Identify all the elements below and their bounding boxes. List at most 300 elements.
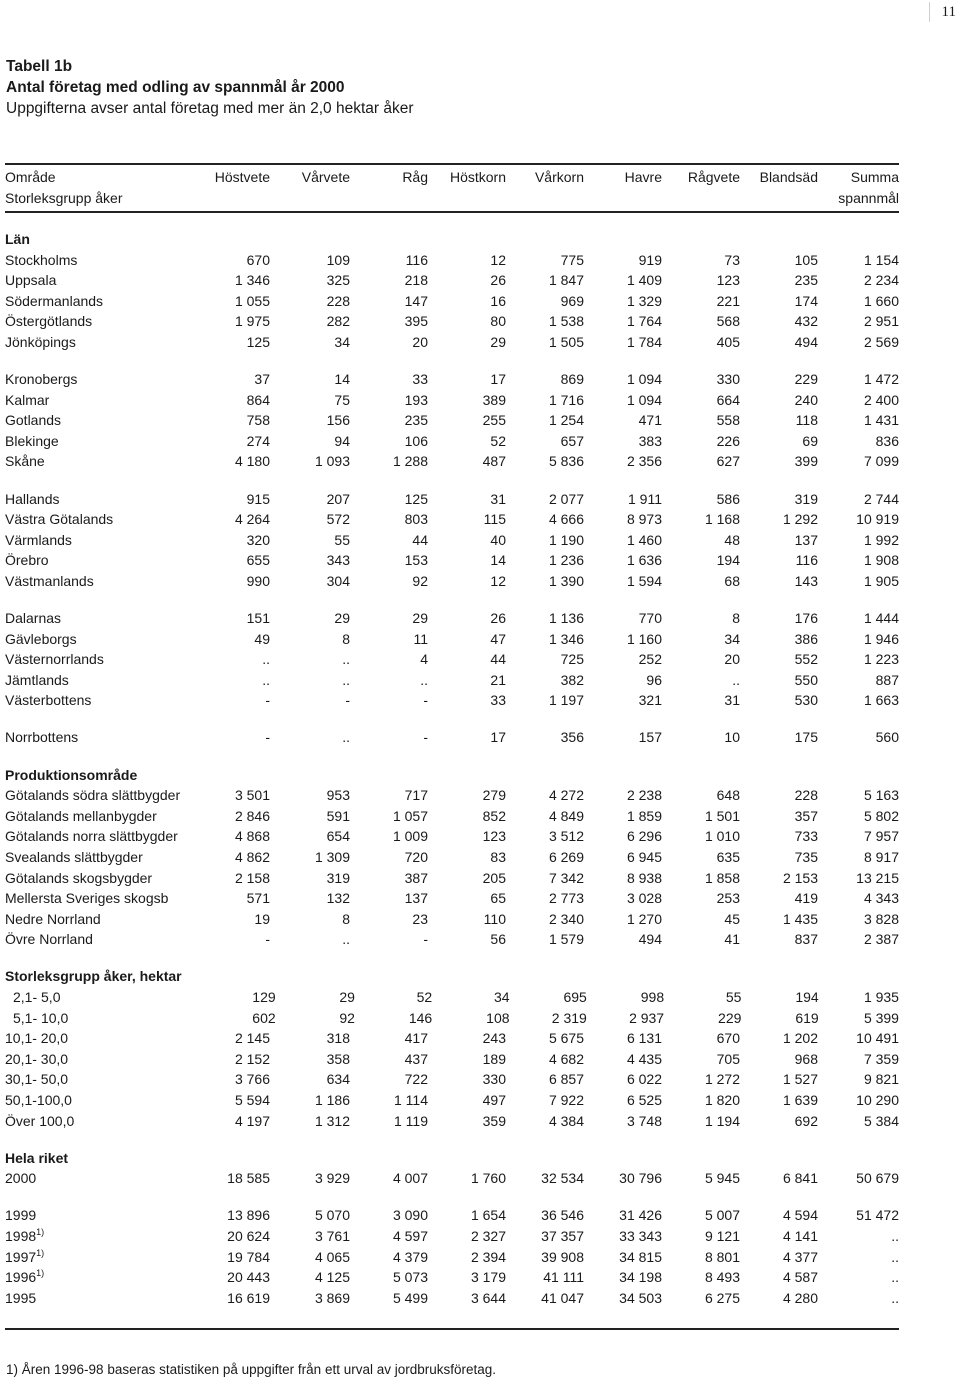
cell-varkorn: 2 773 (548, 890, 584, 907)
cell-hostvete: 19 (254, 910, 270, 927)
cell-havre: 34 503 (619, 1289, 662, 1306)
cell-ragvete: 45 (724, 910, 740, 927)
cell-rag: 11 (413, 630, 428, 647)
cell-varvete: 94 (334, 432, 350, 449)
cell-hostkorn: 108 (486, 1009, 510, 1026)
cell-varkorn: 4 849 (548, 807, 584, 824)
row-label (5, 1267, 210, 1288)
statistics-table (5, 163, 899, 1308)
row-label-text: Götalands mellanbygder (5, 807, 157, 824)
cell-rag: 23 (412, 910, 428, 927)
cell-varvete: 953 (326, 787, 350, 804)
cell-blandsad: 399 (794, 453, 818, 470)
cell-rag: 146 (408, 1009, 433, 1026)
cell-summa: 5 802 (863, 807, 899, 824)
table-row (5, 929, 899, 950)
column-header-spannmal: spannmål (838, 190, 899, 206)
cell-summa: 1 223 (863, 651, 899, 668)
cell-blandsad: 2 153 (782, 869, 818, 886)
cell-blandsad: 1 639 (782, 1091, 818, 1108)
cell-hostvete: 670 (246, 251, 270, 268)
cell-blandsad: 228 (794, 787, 818, 804)
cell-summa: 5 399 (863, 1009, 899, 1026)
table-title: Antal företag med odling av spannmål år 2000 (6, 79, 345, 96)
cell-summa: 10 919 (856, 511, 899, 528)
table-row (5, 909, 899, 930)
table-top-rule (5, 163, 899, 165)
row-label (5, 826, 210, 847)
cell-summa: 2 387 (863, 931, 899, 948)
cell-havre: 8 938 (626, 869, 662, 886)
cell-summa: .. (891, 1227, 899, 1244)
row-label-text: Nedre Norrland (5, 910, 101, 927)
table-row (5, 250, 899, 271)
cell-varvete: 29 (334, 610, 350, 626)
row-label (5, 690, 210, 711)
cell-summa: 560 (875, 729, 899, 746)
cell-havre: 4 435 (626, 1050, 662, 1067)
table-row (5, 629, 899, 650)
row-label (5, 311, 210, 332)
cell-hostkorn: 1 760 (470, 1170, 506, 1187)
cell-summa: 3 828 (863, 910, 899, 927)
footnote: 1) Åren 1996-98 baseras statistiken på uppgifter från ett urval av jordbruksföretag. (6, 1362, 497, 1377)
cell-varvete: 318 (326, 1030, 350, 1047)
cell-hostvete: 125 (246, 333, 270, 350)
cell-hostkorn: 189 (482, 1050, 506, 1067)
row-label (5, 987, 216, 1008)
row-label (5, 1090, 210, 1111)
cell-hostkorn: 243 (482, 1030, 506, 1047)
cell-hostkorn: 12 (490, 572, 506, 589)
cell-varvete: 634 (326, 1071, 350, 1088)
cell-hostkorn: 359 (482, 1112, 506, 1129)
cell-hostkorn: 12 (490, 251, 506, 268)
cell-rag: 722 (404, 1071, 428, 1088)
cell-ragvete: 1 501 (704, 807, 740, 824)
cell-varvete: .. (342, 651, 350, 668)
cell-varvete: 109 (326, 251, 350, 268)
cell-ragvete: 568 (716, 313, 740, 330)
cell-varkorn: 4 666 (548, 511, 584, 528)
row-label-text: Blekinge (5, 432, 59, 449)
table-row (5, 806, 899, 827)
cell-ragvete: 8 801 (704, 1248, 740, 1265)
cell-blandsad: 619 (795, 1009, 819, 1026)
cell-havre: 96 (646, 671, 662, 688)
cell-blandsad: 968 (794, 1050, 818, 1067)
cell-varkorn: 1 197 (548, 692, 584, 709)
cell-blandsad: 550 (794, 671, 818, 688)
cell-blandsad: 6 841 (782, 1170, 818, 1187)
row-label-text: Jämtlands (5, 671, 69, 688)
cell-hostvete: 19 784 (227, 1248, 270, 1265)
cell-hostvete: 2 152 (234, 1050, 270, 1067)
cell-summa: 2 569 (863, 333, 899, 350)
cell-blandsad: 235 (794, 272, 818, 289)
cell-rag: 116 (405, 251, 428, 268)
cell-varvete: 29 (339, 989, 355, 1005)
row-label-text: 20,1- 30,0 (5, 1050, 69, 1067)
cell-havre: 919 (638, 251, 662, 268)
cell-ragvete: 635 (716, 848, 740, 865)
cell-blandsad: 319 (794, 490, 818, 507)
cell-rag: 20 (412, 333, 428, 350)
cell-varvete: 5 070 (314, 1207, 350, 1224)
cell-rag: 92 (412, 572, 428, 589)
cell-hostkorn: 2 327 (470, 1227, 506, 1244)
cell-hostkorn: 497 (482, 1091, 506, 1108)
cell-varkorn: 1 390 (548, 572, 584, 589)
cell-ragvete: 627 (716, 453, 740, 470)
table-row (5, 530, 899, 551)
cell-varvete: 3 929 (314, 1170, 350, 1187)
cell-hostkorn: 40 (490, 531, 506, 548)
cell-havre: 6 296 (626, 828, 662, 845)
cell-varkorn: 7 922 (548, 1091, 584, 1108)
row-label (5, 629, 210, 650)
cell-havre: 321 (638, 692, 662, 709)
cell-ragvete: 330 (716, 371, 740, 388)
cell-hostvete: .. (262, 671, 270, 688)
cell-varvete: 75 (334, 391, 350, 408)
table-row (5, 311, 899, 332)
cell-varkorn: 1 579 (548, 931, 584, 948)
table-row (5, 1028, 899, 1049)
section-heading: Storleksgrupp åker, hektar (5, 968, 182, 985)
cell-varkorn: 2 340 (548, 910, 584, 927)
cell-varkorn: 657 (560, 432, 584, 449)
cell-hostvete: 571 (246, 890, 270, 907)
cell-ragvete: 31 (724, 692, 740, 709)
cell-hostkorn: 487 (482, 453, 506, 470)
cell-varkorn: 37 357 (541, 1227, 584, 1244)
cell-hostvete: 320 (246, 531, 270, 548)
cell-summa: 1 444 (863, 610, 899, 626)
cell-rag: 803 (404, 511, 428, 528)
cell-summa: 2 744 (863, 490, 899, 507)
cell-rag: 417 (404, 1030, 428, 1047)
cell-varkorn: 41 111 (543, 1269, 584, 1286)
cell-blandsad: 432 (794, 313, 818, 330)
cell-havre: 383 (638, 432, 662, 449)
cell-varkorn: 2 319 (551, 1009, 587, 1026)
cell-hostvete: .. (262, 651, 270, 668)
row-label-text: Götalands skogsbygder (5, 869, 153, 886)
cell-havre: 1 460 (626, 531, 662, 548)
cell-havre: 1 636 (626, 552, 662, 569)
cell-ragvete: 6 275 (704, 1289, 740, 1306)
row-label (5, 1111, 210, 1132)
cell-summa: 2 400 (863, 391, 899, 408)
cell-varkorn: 4 272 (548, 787, 584, 804)
cell-rag: 395 (404, 313, 428, 330)
row-label (5, 1069, 210, 1090)
cell-ragvete: 20 (724, 651, 740, 668)
cell-varvete: 92 (339, 1009, 355, 1026)
cell-hostvete: 2 158 (234, 869, 270, 886)
table-row (5, 291, 899, 312)
cell-varkorn: 725 (560, 651, 584, 668)
cell-varkorn: 39 908 (541, 1248, 584, 1265)
table-row (5, 868, 899, 889)
cell-rag: - (423, 729, 428, 746)
cell-hostkorn: 255 (482, 412, 506, 429)
cell-varkorn: 32 534 (541, 1170, 584, 1187)
cell-havre: 6 022 (626, 1071, 662, 1088)
cell-hostkorn: 123 (482, 828, 506, 845)
cell-summa: .. (891, 1289, 899, 1306)
row-label (5, 806, 210, 827)
row-label-text: Dalarnas (5, 610, 62, 626)
cell-varvete: 8 (342, 910, 350, 927)
cell-ragvete: 5 007 (704, 1207, 740, 1224)
row-label-text: Östergötlands (5, 313, 93, 330)
cell-hostkorn: 65 (490, 890, 506, 907)
cell-varvete: 1 309 (314, 848, 350, 865)
cell-hostvete: 602 (252, 1009, 276, 1026)
cell-varvete: 3 869 (314, 1289, 350, 1306)
cell-havre: 34 198 (619, 1269, 662, 1286)
row-label-text: 2000 (5, 1170, 37, 1187)
cell-ragvete: 5 945 (704, 1170, 740, 1187)
cell-rag: 4 597 (392, 1227, 428, 1244)
cell-blandsad: 1 435 (782, 910, 818, 927)
cell-summa: 1 472 (863, 371, 899, 388)
header-row-1 (5, 167, 899, 188)
table-row (5, 888, 899, 909)
cell-hostvete: 2 846 (234, 807, 270, 824)
column-header-rag: Råg (402, 169, 428, 185)
row-label (5, 608, 210, 629)
table-row (5, 1008, 899, 1029)
cell-summa: 51 472 (856, 1207, 899, 1224)
cell-varkorn: 1 538 (548, 313, 584, 330)
cell-blandsad: 105 (794, 251, 818, 268)
row-label-text: Örebro (5, 552, 49, 569)
row-label (5, 929, 210, 950)
table-row (5, 1226, 899, 1247)
cell-rag: 33 (412, 371, 428, 388)
section-heading: Hela riket (5, 1149, 69, 1166)
table-id: Tabell 1b (6, 58, 73, 75)
row-label (5, 785, 210, 806)
row-label-text: Västerbottens (5, 692, 92, 709)
row-label-text: Övre Norrland (5, 931, 93, 948)
cell-havre: 3 028 (626, 890, 662, 907)
cell-varkorn: 4 682 (548, 1050, 584, 1067)
cell-ragvete: 41 (724, 931, 740, 948)
cell-hostvete: 129 (252, 989, 276, 1005)
cell-blandsad: 143 (794, 572, 818, 589)
cell-summa: 10 491 (856, 1030, 899, 1047)
cell-summa: 1 660 (863, 292, 899, 309)
table-row (5, 1267, 899, 1288)
row-label-text: Västernorrlands (5, 651, 104, 668)
column-header-varkorn: Vårkorn (534, 169, 584, 185)
cell-varvete: - (345, 692, 350, 709)
column-header-ragvete: Rågvete (687, 169, 740, 185)
row-label (5, 888, 210, 909)
table-row (5, 1205, 899, 1226)
cell-rag: 106 (404, 432, 428, 449)
table-row (5, 332, 899, 353)
cell-varkorn: 6 269 (548, 848, 584, 865)
table-row (5, 1111, 899, 1132)
cell-havre: 770 (638, 610, 662, 626)
cell-summa: 13 215 (856, 869, 899, 886)
cell-varkorn: 41 047 (541, 1289, 584, 1306)
cell-havre: 6 525 (626, 1091, 662, 1108)
cell-varvete: 358 (326, 1050, 350, 1067)
cell-varvete: 4 125 (314, 1269, 350, 1286)
cell-blandsad: 4 587 (782, 1269, 818, 1286)
cell-rag: 147 (404, 292, 428, 309)
cell-hostvete: 13 896 (227, 1207, 270, 1224)
cell-ragvete: 8 493 (704, 1269, 740, 1286)
row-label (5, 250, 210, 271)
cell-varvete: 282 (326, 313, 350, 330)
row-label (5, 1288, 210, 1309)
row-label-text: 30,1- 50,0 (5, 1071, 69, 1088)
cell-rag: 193 (404, 391, 428, 408)
cell-summa: 7 359 (863, 1050, 899, 1067)
cell-hostkorn: 16 (490, 292, 506, 309)
cell-hostkorn: 1 654 (470, 1207, 506, 1224)
cell-summa: 10 290 (856, 1091, 899, 1108)
cell-rag: 4 379 (392, 1248, 428, 1265)
cell-havre: 1 764 (626, 313, 662, 330)
cell-ragvete: 55 (725, 989, 742, 1005)
cell-hostkorn: 44 (490, 651, 506, 668)
cell-hostvete: 1 975 (234, 313, 270, 330)
row-label (5, 270, 210, 291)
cell-havre: 998 (640, 989, 665, 1005)
cell-ragvete: 73 (724, 251, 740, 268)
cell-blandsad: 194 (795, 989, 819, 1005)
cell-summa: 1 908 (863, 552, 899, 569)
cell-summa: 8 917 (863, 848, 899, 865)
column-header-area: Område (5, 169, 56, 185)
row-label (5, 431, 210, 452)
cell-blandsad: 419 (794, 890, 818, 907)
cell-hostkorn: 3 179 (470, 1269, 506, 1286)
cell-blandsad: 692 (794, 1112, 818, 1129)
table-row (5, 550, 899, 571)
row-label (5, 332, 210, 353)
cell-rag: 44 (412, 531, 428, 548)
cell-rag: 52 (416, 989, 433, 1005)
cell-blandsad: 176 (794, 610, 818, 626)
cell-hostkorn: 279 (482, 787, 506, 804)
cell-ragvete: 253 (716, 890, 740, 907)
cell-ragvete: 194 (716, 552, 740, 569)
cell-hostvete: 274 (246, 432, 270, 449)
cell-havre: 1 911 (628, 490, 662, 507)
cell-ragvete: 586 (716, 490, 740, 507)
cell-ragvete: 123 (716, 272, 740, 289)
title-block (6, 56, 414, 119)
table-row (5, 690, 899, 711)
row-label-text: Södermanlands (5, 292, 104, 309)
table-row (5, 670, 899, 691)
cell-hostkorn: 80 (490, 313, 506, 330)
cell-hostkorn: 330 (482, 1071, 506, 1088)
table-row (5, 410, 899, 431)
cell-varvete: 55 (334, 531, 350, 548)
row-label-text: Götalands södra slättbygder (5, 787, 181, 804)
cell-blandsad: 175 (794, 729, 818, 746)
cell-blandsad: 137 (794, 531, 818, 548)
cell-varvete: 1 186 (314, 1091, 350, 1108)
cell-hostvete: 18 585 (227, 1170, 270, 1187)
column-header-blandsad: Blandsäd (759, 169, 818, 185)
row-label (5, 410, 210, 431)
cell-ragvete: 1 168 (704, 511, 740, 528)
cell-blandsad: 118 (795, 412, 818, 429)
cell-summa: 7 957 (863, 828, 899, 845)
cell-hostvete: 655 (246, 552, 270, 569)
cell-blandsad: 837 (794, 931, 818, 948)
cell-hostvete: 3 501 (234, 787, 270, 804)
cell-varkorn: 36 546 (541, 1207, 584, 1224)
table-row (5, 270, 899, 291)
row-label-text: Svealands slättbygder (5, 848, 143, 865)
cell-hostvete: 4 868 (234, 828, 270, 845)
cell-rag: 1 119 (394, 1112, 428, 1129)
cell-rag: 720 (404, 848, 428, 865)
cell-rag: 5 073 (392, 1269, 428, 1286)
cell-summa: 9 821 (863, 1071, 899, 1088)
cell-rag: 1 288 (392, 453, 428, 470)
row-label-text: Götalands norra slättbygder (5, 828, 178, 845)
cell-hostvete: - (265, 729, 270, 746)
cell-varvete: 572 (326, 511, 350, 528)
cell-hostkorn: 17 (490, 729, 506, 746)
cell-varkorn: 1 190 (548, 531, 584, 548)
table-row (5, 727, 899, 748)
cell-summa: 887 (875, 671, 899, 688)
cell-hostkorn: 34 (493, 989, 510, 1005)
cell-rag: 4 007 (392, 1170, 428, 1187)
cell-varkorn: 969 (560, 292, 584, 309)
cell-rag: 1 057 (392, 807, 428, 824)
cell-blandsad: 1 527 (782, 1071, 818, 1088)
row-label (5, 1049, 210, 1070)
cell-blandsad: 240 (794, 391, 818, 408)
cell-hostvete: 4 197 (234, 1112, 270, 1129)
cell-hostvete: 37 (254, 371, 270, 388)
section-heading: Produktionsområde (5, 766, 138, 783)
cell-havre: 1 594 (626, 572, 662, 589)
cell-hostvete: 990 (246, 572, 270, 589)
table-row (5, 785, 899, 806)
cell-ragvete: 405 (716, 333, 740, 350)
cell-summa: .. (891, 1269, 899, 1286)
row-label (5, 1008, 216, 1029)
cell-varvete: 4 065 (314, 1248, 350, 1265)
cell-havre: 157 (638, 729, 662, 746)
cell-summa: 4 343 (863, 890, 899, 907)
cell-summa: 1 154 (863, 251, 899, 268)
cell-varvete: 1 312 (314, 1112, 350, 1129)
cell-varkorn: 1 847 (548, 272, 584, 289)
cell-havre: 33 343 (619, 1227, 662, 1244)
cell-varvete: .. (342, 931, 350, 948)
cell-havre: 1 094 (626, 391, 662, 408)
table-row (5, 451, 899, 472)
cell-ragvete: 68 (724, 572, 740, 589)
